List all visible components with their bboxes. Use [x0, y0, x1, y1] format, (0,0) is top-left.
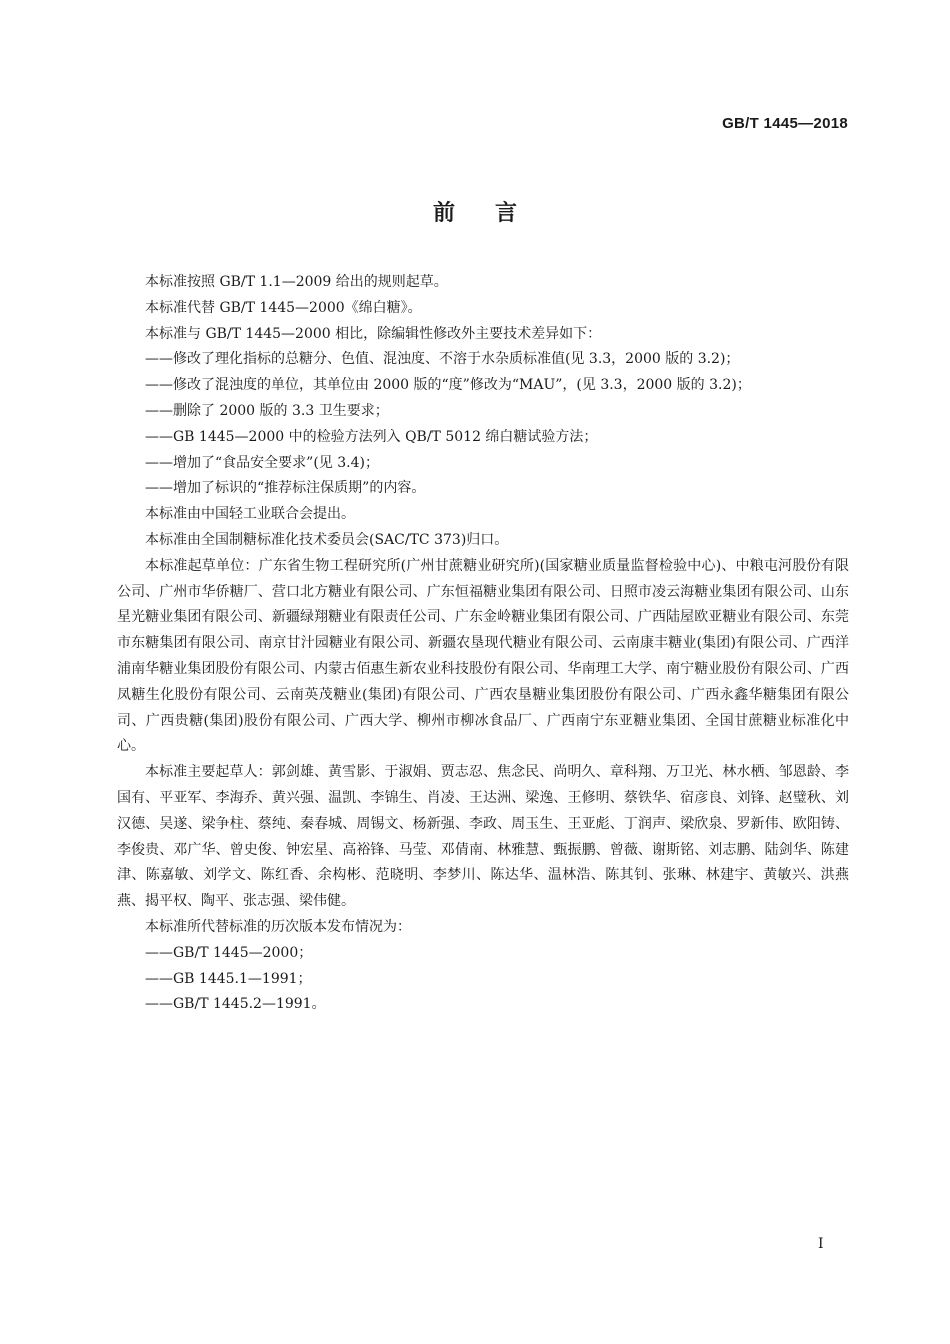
page-number: I: [818, 1236, 824, 1252]
list-item: ——增加了标识的“推荐标注保质期”的内容。: [145, 480, 426, 497]
list-item: ——GB/T 1445.2—1991。: [145, 996, 326, 1013]
list-item: ——增加了“食品安全要求”(见 3.4)；: [145, 454, 379, 471]
paragraph: 本标准代替 GB/T 1445—2000《绵白糖》。: [145, 299, 422, 316]
paragraph: 本标准按照 GB/T 1.1—2009 给出的规则起草。: [145, 274, 448, 290]
list-item: ——GB 1445—2000 中的检验方法列入 QB/T 5012 绵白糖试验方法；: [145, 428, 598, 445]
page-title: 前言: [432, 201, 557, 226]
paragraph: 本标准所代替标准的历次版本发布情况为：: [145, 918, 411, 935]
paragraph: 本标准由全国制糖标准化技术委员会(SAC/TC 373)归口。: [145, 531, 509, 548]
paragraph: 本标准由中国轻工业联合会提出。: [145, 506, 355, 523]
list-item: ——删除了 2000 版的 3.3 卫生要求；: [145, 402, 389, 419]
drafters: 本标准主要起草人：郭剑雄、黄雪影、于淑娟、贾志忍、焦念民、尚明久、章科翔、万卫光、林水栖、邹恩龄、李国有、平亚军、李海乔、黄兴强、温凯、李锦生、肖凌、王达洲、梁逸、王修明、蔡铁华、宿彦良、刘锋、赵璧秋、刘汉德、吴遂、梁争柱、蔡纯、秦春城、周锡文、杨新强、李政、周玉生、王亚彪、丁润声、梁欣泉、罗新伟、欧阳铸、李俊贵、邓广华、曾史俊、钟宏星、高裕锋、马莹、邓倩南、林雅慧、甄振鹏、曾薇、谢斯铭、刘志鹏、陆剑华、陈建津、陈嘉敏、刘学文、陈红香、余构彬、范晓明、李梦川、陈达华、温林浩、陈其钊、张琳、林建宇、黄敏兴、洪燕燕、揭平权、陶平、张志强、梁伟健。: [117, 764, 849, 910]
drafting-units: 本标准起草单位：广东省生物工程研究所(广州甘蔗糖业研究所)(国家糖业质量监督检验中心)、中粮屯河股份有限公司、广州市华侨糖厂、营口北方糖业有限公司、广东恒福糖业集团有限公司、日照市凌云海糖业集团有限公司、山东星光糖业集团有限公司、新疆绿翔糖业有限责任公司、广东金岭糖业集团有限公司、广西陆屋欧亚糖业有限公司、东莞市东糖集团有限公司、南京甘汁园糖业有限公司、新疆农垦现代糖业有限公司、云南康丰糖业(集团)有限公司、广西洋浦南华糖业集团股份有限公司、内蒙古佰惠生新农业科技股份有限公司、华南理工大学、南宁糖业股份有限公司、广西凤糖生化股份有限公司、云南英茂糖业(集团)有限公司、广西农垦糖业集团股份有限公司、广西永鑫华糖集团有限公司、广西贵糖(集团)股份有限公司、广西大学、柳州市柳冰食品厂、广西南宁东亚糖业集团、全国甘蔗糖业标准化中心。: [117, 557, 849, 755]
list-item: ——GB 1445.1—1991；: [145, 970, 312, 987]
standard-code: GB/T 1445—2018: [722, 115, 848, 132]
list-item: ——修改了混浊度的单位，其单位由 2000 版的“度”修改为“MAU”，(见 3.3，2000 版的 3.2)；: [145, 377, 751, 394]
list-item: ——GB/T 1445—2000；: [145, 944, 313, 961]
paragraph: 本标准与 GB/T 1445—2000 相比，除编辑性修改外主要技术差异如下：: [145, 325, 602, 342]
preface-body: [117, 270, 849, 1018]
list-item: ——修改了理化指标的总糖分、色值、混浊度、不溶于水杂质标准值(见 3.3，2000 版的 3.2)；: [145, 351, 740, 368]
